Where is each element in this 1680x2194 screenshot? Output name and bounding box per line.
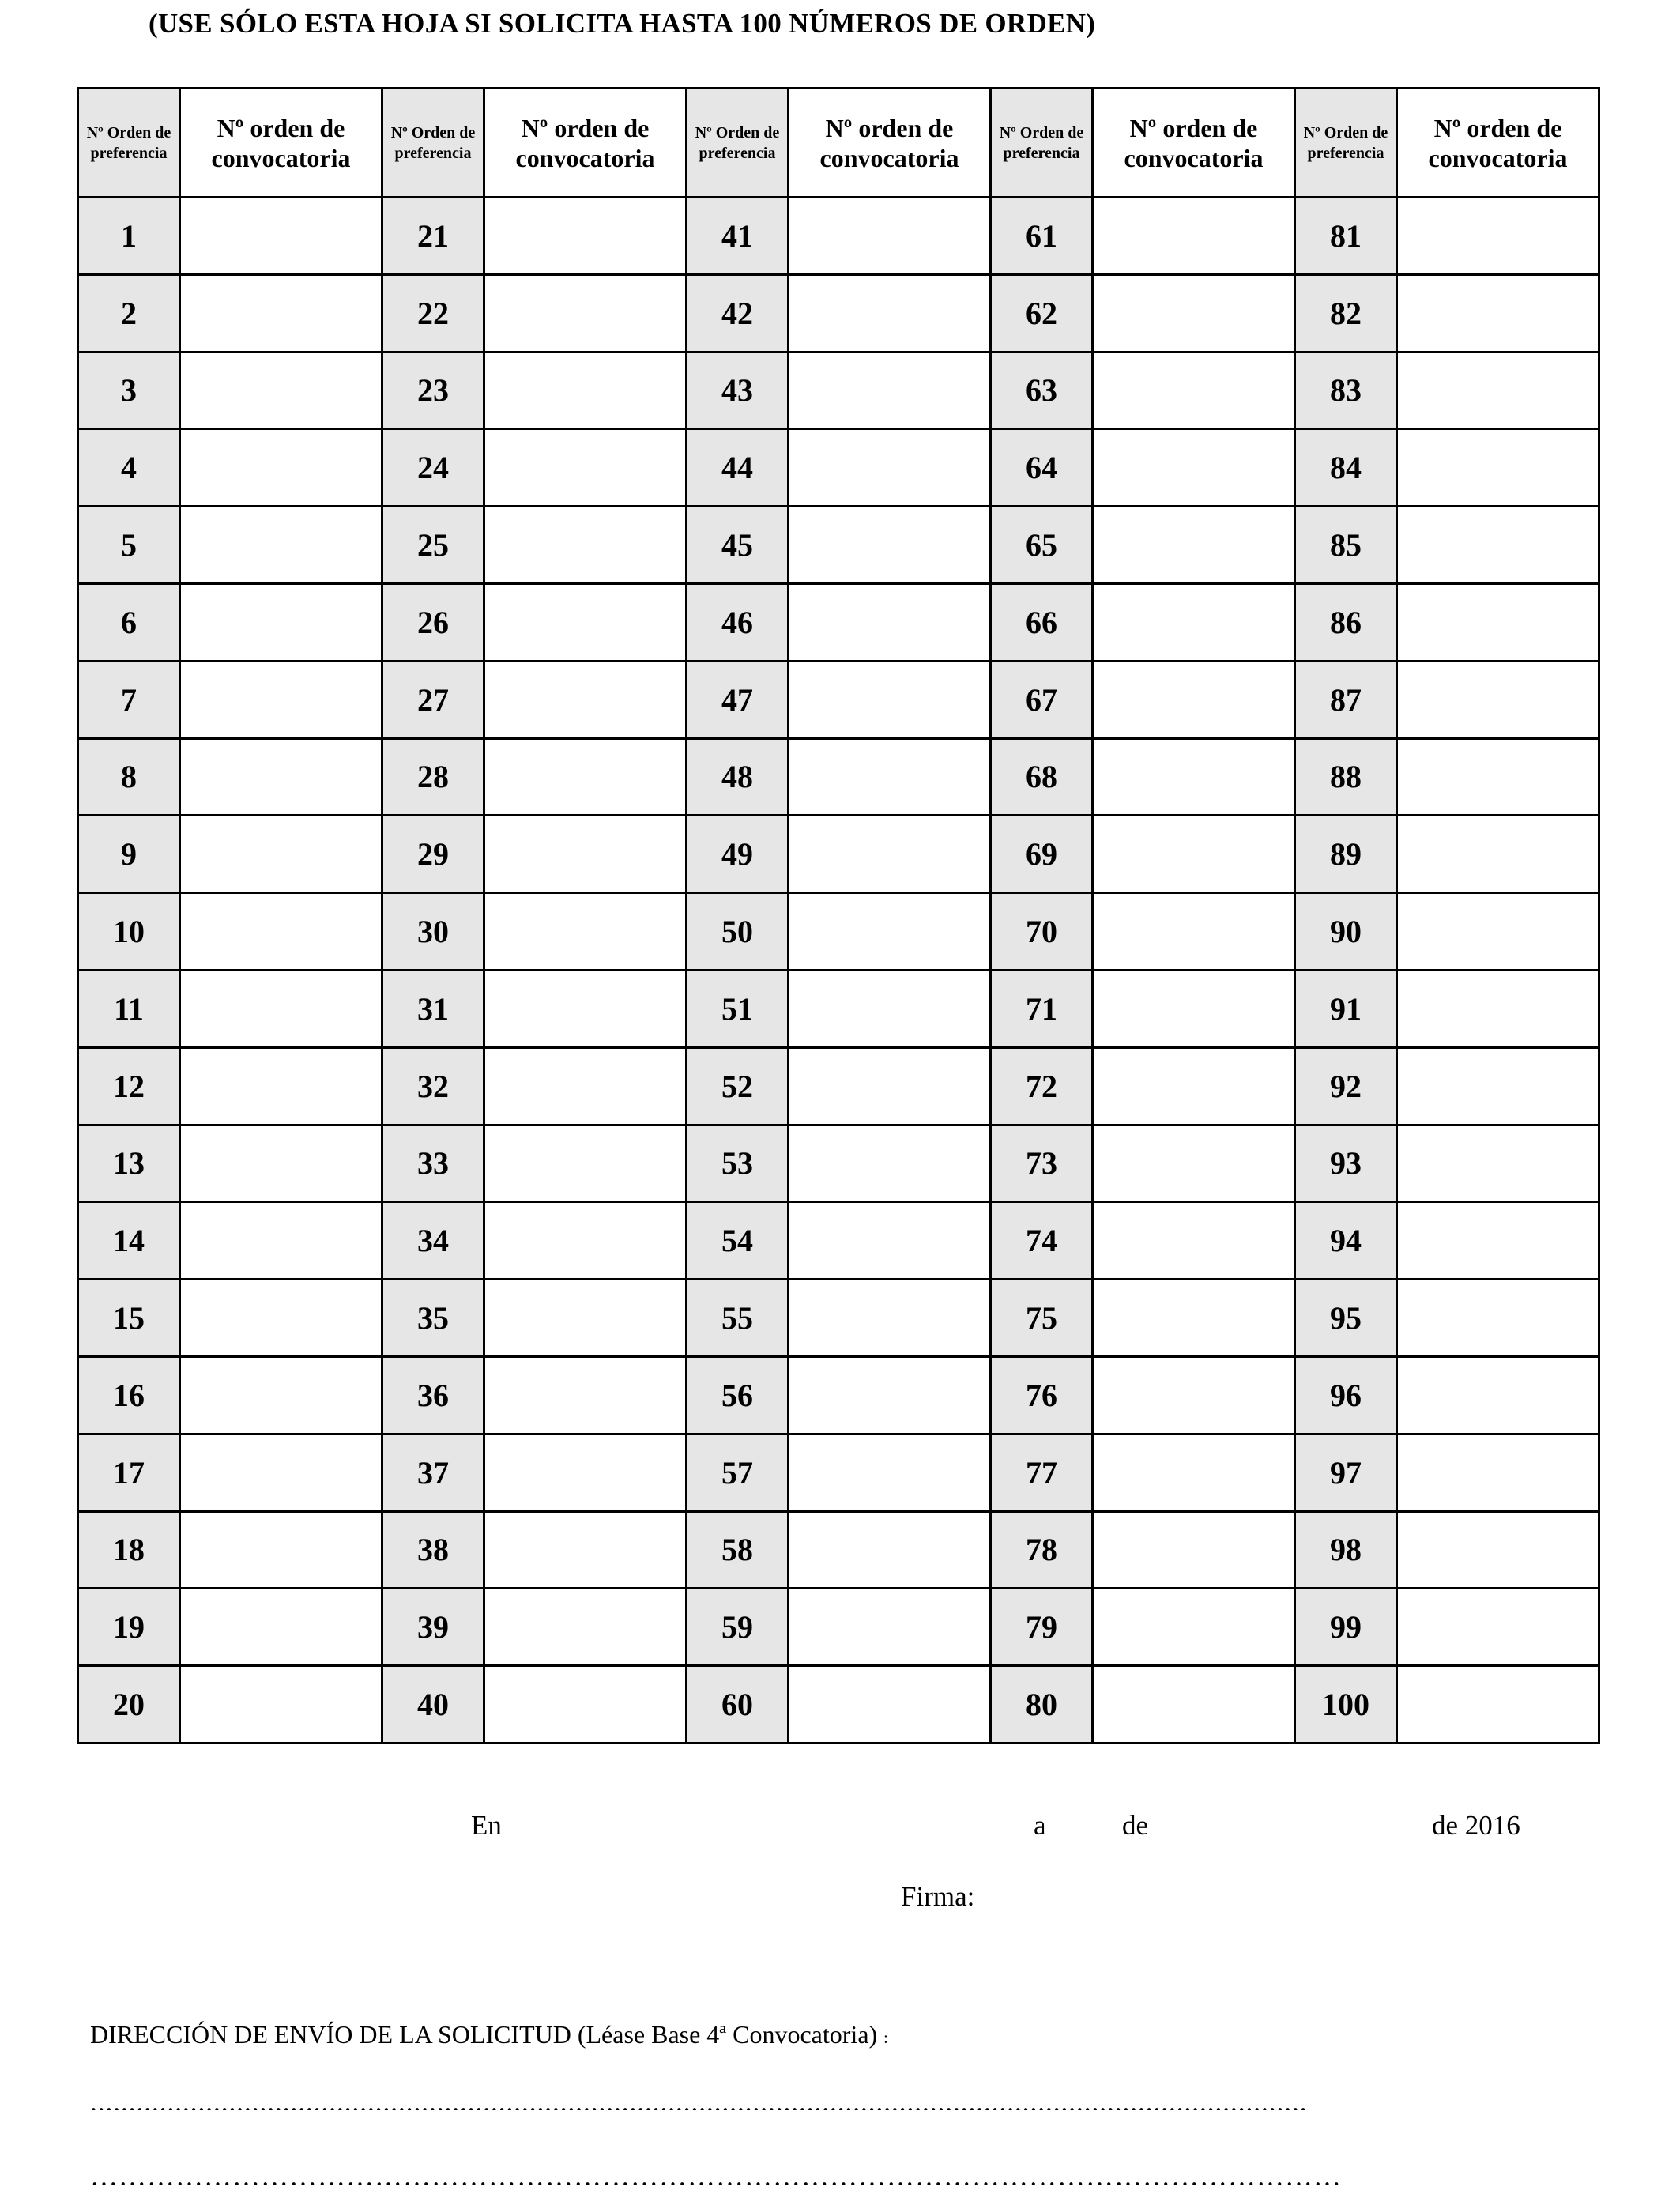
preference-number: 83	[1295, 352, 1397, 429]
table-row	[78, 507, 1599, 584]
address-heading-text: DIRECCIÓN DE ENVÍO DE LA SOLICITUD (Léase Base 4ª Convocatoria)	[90, 2020, 878, 2049]
preference-number: 28	[382, 738, 484, 816]
preference-number: 78	[991, 1511, 1093, 1589]
convocatoria-entry-cell[interactable]	[180, 816, 382, 893]
preference-number: 81	[1295, 198, 1397, 275]
convocatoria-entry-cell[interactable]	[484, 429, 687, 507]
preference-number: 45	[687, 507, 789, 584]
preference-number: 19	[78, 1589, 180, 1666]
convocatoria-entry-cell[interactable]	[789, 429, 991, 507]
convocatoria-entry-cell[interactable]	[1093, 274, 1295, 352]
convocatoria-entry-cell[interactable]	[484, 970, 687, 1047]
preference-number: 89	[1295, 816, 1397, 893]
preference-number: 85	[1295, 507, 1397, 584]
header-convocatoria: Nº orden de convocatoria	[180, 89, 382, 198]
convocatoria-entry-cell[interactable]	[180, 1047, 382, 1125]
preference-number: 65	[991, 507, 1093, 584]
preference-number: 93	[1295, 1125, 1397, 1202]
preference-number: 25	[382, 507, 484, 584]
convocatoria-entry-cell[interactable]	[1093, 893, 1295, 971]
header-convocatoria: Nº orden de convocatoria	[789, 89, 991, 198]
preference-number: 80	[991, 1666, 1093, 1744]
preference-number: 98	[1295, 1511, 1397, 1589]
convocatoria-entry-cell[interactable]	[484, 1511, 687, 1589]
preference-number: 71	[991, 970, 1093, 1047]
preference-number: 41	[687, 198, 789, 275]
preference-number: 15	[78, 1280, 180, 1357]
convocatoria-entry-cell[interactable]	[1093, 738, 1295, 816]
convocatoria-entry-cell[interactable]	[484, 1047, 687, 1125]
table-row	[78, 352, 1599, 429]
table-row	[78, 1125, 1599, 1202]
convocatoria-entry-cell[interactable]	[484, 1589, 687, 1666]
preference-number: 97	[1295, 1434, 1397, 1511]
preference-number: 73	[991, 1125, 1093, 1202]
header-preference: Nº Orden de preferencia	[991, 89, 1093, 198]
convocatoria-entry-cell[interactable]	[180, 1202, 382, 1280]
preference-number: 20	[78, 1666, 180, 1744]
preference-number: 7	[78, 661, 180, 738]
preference-number: 13	[78, 1125, 180, 1202]
convocatoria-entry-cell[interactable]	[484, 893, 687, 971]
convocatoria-entry-cell[interactable]	[1093, 1434, 1295, 1511]
preference-number: 99	[1295, 1589, 1397, 1666]
convocatoria-entry-cell[interactable]	[484, 738, 687, 816]
preference-number: 56	[687, 1356, 789, 1434]
convocatoria-entry-cell[interactable]	[1093, 1125, 1295, 1202]
preference-number: 77	[991, 1434, 1093, 1511]
convocatoria-entry-cell[interactable]	[484, 1125, 687, 1202]
header-convocatoria: Nº orden de convocatoria	[484, 89, 687, 198]
convocatoria-entry-cell[interactable]	[789, 352, 991, 429]
convocatoria-entry-cell[interactable]	[180, 1356, 382, 1434]
convocatoria-entry-cell[interactable]	[789, 893, 991, 971]
convocatoria-entry-cell[interactable]	[789, 661, 991, 738]
preference-number: 46	[687, 583, 789, 661]
convocatoria-entry-cell[interactable]	[789, 816, 991, 893]
preference-number: 34	[382, 1202, 484, 1280]
convocatoria-entry-cell[interactable]	[1397, 816, 1599, 893]
convocatoria-entry-cell[interactable]	[1397, 507, 1599, 584]
preference-number: 57	[687, 1434, 789, 1511]
day-label: a	[1034, 1810, 1046, 1841]
convocatoria-entry-cell[interactable]	[789, 1356, 991, 1434]
convocatoria-entry-cell[interactable]	[1397, 1202, 1599, 1280]
preference-number: 22	[382, 274, 484, 352]
header-convocatoria: Nº orden de convocatoria	[1397, 89, 1599, 198]
preference-number: 79	[991, 1589, 1093, 1666]
order-table	[77, 87, 1600, 1744]
preference-number: 51	[687, 970, 789, 1047]
convocatoria-entry-cell[interactable]	[1397, 274, 1599, 352]
preference-number: 87	[1295, 661, 1397, 738]
preference-number: 18	[78, 1511, 180, 1589]
preference-number: 44	[687, 429, 789, 507]
convocatoria-entry-cell[interactable]	[1093, 1589, 1295, 1666]
preference-number: 38	[382, 1511, 484, 1589]
convocatoria-entry-cell[interactable]	[1397, 1356, 1599, 1434]
table-row	[78, 1202, 1599, 1280]
convocatoria-entry-cell[interactable]	[484, 583, 687, 661]
preference-number: 52	[687, 1047, 789, 1125]
convocatoria-entry-cell[interactable]	[1093, 1280, 1295, 1357]
convocatoria-entry-cell[interactable]	[484, 1280, 687, 1357]
convocatoria-entry-cell[interactable]	[1093, 429, 1295, 507]
preference-number: 70	[991, 893, 1093, 971]
preference-number: 68	[991, 738, 1093, 816]
convocatoria-entry-cell[interactable]	[1397, 1125, 1599, 1202]
preference-number: 12	[78, 1047, 180, 1125]
convocatoria-entry-cell[interactable]	[1397, 1589, 1599, 1666]
preference-number: 76	[991, 1356, 1093, 1434]
preference-number: 96	[1295, 1356, 1397, 1434]
preference-number: 42	[687, 274, 789, 352]
table-row	[78, 429, 1599, 507]
preference-number: 59	[687, 1589, 789, 1666]
preference-number: 26	[382, 583, 484, 661]
preference-number: 24	[382, 429, 484, 507]
table-row	[78, 1589, 1599, 1666]
preference-number: 49	[687, 816, 789, 893]
convocatoria-entry-cell[interactable]	[484, 274, 687, 352]
convocatoria-entry-cell[interactable]	[180, 1589, 382, 1666]
address-line-1: ..............................................................................................................................................................	[90, 2087, 1308, 2110]
table-row	[78, 893, 1599, 971]
convocatoria-entry-cell[interactable]	[789, 738, 991, 816]
month-label: de	[1122, 1810, 1149, 1841]
convocatoria-entry-cell[interactable]	[484, 1434, 687, 1511]
preference-number: 84	[1295, 429, 1397, 507]
preference-number: 32	[382, 1047, 484, 1125]
table-row	[78, 661, 1599, 738]
header-convocatoria: Nº orden de convocatoria	[1093, 89, 1295, 198]
preference-number: 47	[687, 661, 789, 738]
convocatoria-entry-cell[interactable]	[180, 970, 382, 1047]
preference-number: 66	[991, 583, 1093, 661]
preference-number: 11	[78, 970, 180, 1047]
preference-number: 67	[991, 661, 1093, 738]
preference-number: 6	[78, 583, 180, 661]
preference-number: 58	[687, 1511, 789, 1589]
convocatoria-entry-cell[interactable]	[180, 1434, 382, 1511]
convocatoria-entry-cell[interactable]	[1397, 661, 1599, 738]
preference-number: 23	[382, 352, 484, 429]
page-title: (USE SÓLO ESTA HOJA SI SOLICITA HASTA 100 NÚMEROS DE ORDEN)	[149, 8, 1096, 39]
header-preference: Nº Orden de preferencia	[1295, 89, 1397, 198]
table-header-row	[78, 89, 1599, 198]
preference-number: 88	[1295, 738, 1397, 816]
convocatoria-entry-cell[interactable]	[1093, 352, 1295, 429]
convocatoria-entry-cell[interactable]	[180, 1125, 382, 1202]
convocatoria-entry-cell[interactable]	[1397, 893, 1599, 971]
convocatoria-entry-cell[interactable]	[484, 507, 687, 584]
convocatoria-entry-cell[interactable]	[180, 198, 382, 275]
convocatoria-entry-cell[interactable]	[484, 1356, 687, 1434]
convocatoria-entry-cell[interactable]	[789, 1280, 991, 1357]
preference-number: 92	[1295, 1047, 1397, 1125]
table-row	[78, 738, 1599, 816]
preference-number: 60	[687, 1666, 789, 1744]
preference-number: 29	[382, 816, 484, 893]
header-preference: Nº Orden de preferencia	[687, 89, 789, 198]
preference-number: 82	[1295, 274, 1397, 352]
convocatoria-entry-cell[interactable]	[180, 507, 382, 584]
preference-number: 95	[1295, 1280, 1397, 1357]
convocatoria-entry-cell[interactable]	[1093, 970, 1295, 1047]
convocatoria-entry-cell[interactable]	[180, 429, 382, 507]
preference-number: 54	[687, 1202, 789, 1280]
address-heading	[90, 2020, 888, 2049]
year-label: de 2016	[1432, 1810, 1520, 1841]
table-row	[78, 583, 1599, 661]
convocatoria-entry-cell[interactable]	[484, 1666, 687, 1744]
convocatoria-entry-cell[interactable]	[1093, 583, 1295, 661]
convocatoria-entry-cell[interactable]	[180, 1280, 382, 1357]
table-row	[78, 1511, 1599, 1589]
preference-number: 30	[382, 893, 484, 971]
convocatoria-entry-cell[interactable]	[1093, 1047, 1295, 1125]
header-preference: Nº Orden de preferencia	[382, 89, 484, 198]
convocatoria-entry-cell[interactable]	[1093, 1202, 1295, 1280]
convocatoria-entry-cell[interactable]	[180, 738, 382, 816]
preference-number: 75	[991, 1280, 1093, 1357]
convocatoria-entry-cell[interactable]	[1397, 1280, 1599, 1357]
convocatoria-entry-cell[interactable]	[1397, 583, 1599, 661]
convocatoria-entry-cell[interactable]	[180, 1511, 382, 1589]
preference-number: 14	[78, 1202, 180, 1280]
preference-number: 72	[991, 1047, 1093, 1125]
table-row	[78, 1666, 1599, 1744]
address-line-2: ……………………………………………………………………………………………………………………	[90, 2161, 1342, 2185]
preference-number: 39	[382, 1589, 484, 1666]
convocatoria-entry-cell[interactable]	[1093, 198, 1295, 275]
preference-number: 40	[382, 1666, 484, 1744]
preference-number: 50	[687, 893, 789, 971]
convocatoria-entry-cell[interactable]	[789, 1666, 991, 1744]
table-row	[78, 274, 1599, 352]
preference-number: 48	[687, 738, 789, 816]
preference-number: 63	[991, 352, 1093, 429]
table-row	[78, 816, 1599, 893]
table-row	[78, 1280, 1599, 1357]
convocatoria-entry-cell[interactable]	[789, 274, 991, 352]
convocatoria-entry-cell[interactable]	[1093, 816, 1295, 893]
convocatoria-entry-cell[interactable]	[789, 507, 991, 584]
preference-number: 17	[78, 1434, 180, 1511]
preference-number: 9	[78, 816, 180, 893]
signature-label: Firma:	[901, 1881, 975, 1912]
convocatoria-entry-cell[interactable]	[1397, 198, 1599, 275]
preference-number: 16	[78, 1356, 180, 1434]
preference-number: 27	[382, 661, 484, 738]
preference-number: 4	[78, 429, 180, 507]
preference-number: 90	[1295, 893, 1397, 971]
convocatoria-entry-cell[interactable]	[789, 970, 991, 1047]
convocatoria-entry-cell[interactable]	[484, 198, 687, 275]
convocatoria-entry-cell[interactable]	[484, 661, 687, 738]
convocatoria-entry-cell[interactable]	[789, 1511, 991, 1589]
preference-number: 35	[382, 1280, 484, 1357]
preference-number: 36	[382, 1356, 484, 1434]
convocatoria-entry-cell[interactable]	[789, 1434, 991, 1511]
convocatoria-entry-cell[interactable]	[789, 1125, 991, 1202]
preference-number: 55	[687, 1280, 789, 1357]
preference-number: 8	[78, 738, 180, 816]
convocatoria-entry-cell[interactable]	[1093, 1356, 1295, 1434]
convocatoria-entry-cell[interactable]	[484, 352, 687, 429]
convocatoria-entry-cell[interactable]	[180, 661, 382, 738]
preference-number: 53	[687, 1125, 789, 1202]
convocatoria-entry-cell[interactable]	[1397, 1047, 1599, 1125]
preference-number: 69	[991, 816, 1093, 893]
table-row	[78, 1356, 1599, 1434]
convocatoria-entry-cell[interactable]	[789, 1589, 991, 1666]
convocatoria-entry-cell[interactable]	[1397, 1511, 1599, 1589]
preference-number: 21	[382, 198, 484, 275]
table-row	[78, 970, 1599, 1047]
preference-number: 37	[382, 1434, 484, 1511]
preference-number: 10	[78, 893, 180, 971]
convocatoria-entry-cell[interactable]	[1093, 1511, 1295, 1589]
convocatoria-entry-cell[interactable]	[1397, 970, 1599, 1047]
convocatoria-entry-cell[interactable]	[789, 198, 991, 275]
convocatoria-entry-cell[interactable]	[180, 583, 382, 661]
convocatoria-entry-cell[interactable]	[180, 274, 382, 352]
table-body	[78, 198, 1599, 1744]
preference-number: 91	[1295, 970, 1397, 1047]
convocatoria-entry-cell[interactable]	[1093, 661, 1295, 738]
preference-number: 64	[991, 429, 1093, 507]
convocatoria-entry-cell[interactable]	[180, 1666, 382, 1744]
preference-number: 94	[1295, 1202, 1397, 1280]
preference-number: 33	[382, 1125, 484, 1202]
convocatoria-entry-cell[interactable]	[1093, 507, 1295, 584]
convocatoria-entry-cell[interactable]	[1397, 429, 1599, 507]
table-row	[78, 198, 1599, 275]
convocatoria-entry-cell[interactable]	[484, 816, 687, 893]
header-preference: Nº Orden de preferencia	[78, 89, 180, 198]
convocatoria-entry-cell[interactable]	[180, 352, 382, 429]
convocatoria-entry-cell[interactable]	[789, 583, 991, 661]
preference-number: 74	[991, 1202, 1093, 1280]
convocatoria-entry-cell[interactable]	[1397, 1666, 1599, 1744]
preference-number: 31	[382, 970, 484, 1047]
preference-number: 3	[78, 352, 180, 429]
convocatoria-entry-cell[interactable]	[180, 893, 382, 971]
preference-number: 5	[78, 507, 180, 584]
convocatoria-entry-cell[interactable]	[1397, 1434, 1599, 1511]
preference-number: 1	[78, 198, 180, 275]
preference-number: 2	[78, 274, 180, 352]
convocatoria-entry-cell[interactable]	[1093, 1666, 1295, 1744]
preference-number: 43	[687, 352, 789, 429]
preference-number: 86	[1295, 583, 1397, 661]
table-row	[78, 1047, 1599, 1125]
convocatoria-entry-cell[interactable]	[484, 1202, 687, 1280]
address-heading-colon: :	[883, 2030, 888, 2047]
convocatoria-entry-cell[interactable]	[1397, 352, 1599, 429]
preference-number: 61	[991, 198, 1093, 275]
convocatoria-entry-cell[interactable]	[1397, 738, 1599, 816]
convocatoria-entry-cell[interactable]	[789, 1047, 991, 1125]
convocatoria-entry-cell[interactable]	[789, 1202, 991, 1280]
preference-number: 100	[1295, 1666, 1397, 1744]
preference-number: 62	[991, 274, 1093, 352]
table-row	[78, 1434, 1599, 1511]
place-label: En	[471, 1810, 502, 1841]
